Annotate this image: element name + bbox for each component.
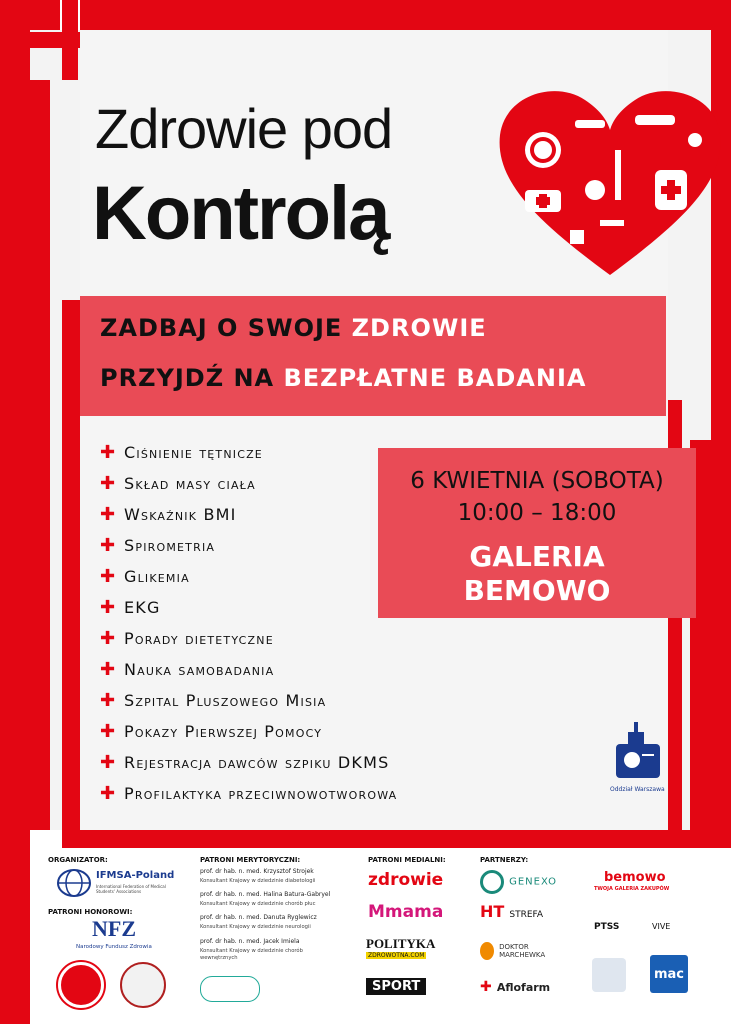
event-venue-line1: GALERIA bbox=[469, 540, 605, 573]
list-item bbox=[100, 504, 237, 528]
test-label: EKG bbox=[124, 598, 161, 617]
organizer-name: IFMSA-Poland bbox=[96, 870, 175, 881]
plus-icon: ✚ bbox=[100, 442, 117, 463]
nfz-sub: Narodowy Fundusz Zdrowia bbox=[76, 944, 152, 950]
mac-logo bbox=[650, 955, 688, 993]
ifmsa-warsaw-logo bbox=[612, 722, 664, 784]
frame-top-bar bbox=[80, 0, 731, 30]
test-label: Nauka samobadania bbox=[124, 660, 275, 679]
aflofarm-icon: ✚ bbox=[480, 979, 492, 995]
list-item bbox=[100, 535, 215, 559]
partner-doktor bbox=[480, 940, 549, 960]
ifmsa-logo bbox=[56, 868, 176, 898]
honorary-seal-2 bbox=[120, 962, 166, 1008]
plus-icon: ✚ bbox=[100, 628, 117, 649]
list-item bbox=[100, 566, 190, 590]
test-label: Spirometria bbox=[124, 536, 216, 555]
frame-corner-block bbox=[30, 0, 60, 30]
plus-icon: ✚ bbox=[100, 535, 117, 556]
plus-icon: ✚ bbox=[100, 597, 117, 618]
banner-line2-highlight: BEZPŁATNE BADANIA bbox=[283, 364, 587, 392]
merit-role-1: Konsultant Krajowy w dziedzinie diabetologii bbox=[200, 878, 316, 884]
organizer-label: ORGANIZATOR: bbox=[48, 856, 108, 864]
banner-line1-highlight: ZDROWIE bbox=[351, 314, 487, 342]
genexo-icon bbox=[480, 870, 504, 894]
mac-label: mac bbox=[653, 966, 685, 982]
partner-strefa bbox=[480, 902, 543, 921]
partner-genexo bbox=[480, 870, 557, 894]
frame-corner-stripe-h bbox=[0, 32, 80, 48]
merit-name-2: prof. dr hab. n. med. Halina Batura-Gabryel bbox=[200, 891, 331, 898]
plus-icon: ✚ bbox=[100, 566, 117, 587]
doktor-label: DOKTOR MARCHEWKA bbox=[499, 942, 546, 959]
media-mama-text: mama bbox=[384, 902, 444, 922]
partners-label: PARTNERZY: bbox=[480, 856, 529, 864]
media-logo-sport: SPORT bbox=[366, 978, 426, 995]
media-logo-polityka: POLITYKA bbox=[366, 936, 436, 951]
event-info-box bbox=[378, 448, 696, 618]
frame-bottom-bar bbox=[62, 830, 731, 848]
list-item bbox=[100, 752, 389, 776]
globe-icon bbox=[56, 868, 92, 898]
media-logo-zdrowie: zdrowie bbox=[368, 870, 444, 890]
list-item bbox=[100, 721, 322, 745]
plus-icon: ✚ bbox=[100, 473, 117, 494]
plus-icon: ✚ bbox=[100, 783, 117, 804]
frame-left-red-strip bbox=[62, 300, 80, 835]
banner-line-2 bbox=[100, 364, 586, 392]
test-label: Skład masy ciała bbox=[124, 474, 256, 493]
banner-line-1 bbox=[100, 314, 487, 342]
list-item bbox=[100, 597, 161, 621]
frame-left-bar bbox=[0, 0, 30, 1024]
list-item bbox=[100, 473, 256, 497]
test-label: Szpital Pluszowego Misia bbox=[124, 691, 327, 710]
event-time: 10:00 – 18:00 bbox=[457, 500, 617, 526]
merit-role-2: Konsultant Krajowy w dziedzinie chorób płuc bbox=[200, 901, 316, 907]
aflofarm-label: Aflofarm bbox=[496, 981, 551, 994]
ptss-logo: PTSS bbox=[594, 916, 619, 932]
bemowo-logo: bemowo bbox=[604, 870, 666, 885]
merit-label: PATRONI MERYTORYCZNI: bbox=[200, 856, 301, 864]
heart-icon bbox=[495, 80, 725, 280]
list-item bbox=[100, 690, 326, 714]
genexo-label: GENEXO bbox=[509, 876, 558, 888]
plus-icon: ✚ bbox=[100, 690, 117, 711]
test-label: Ciśnienie tętnicze bbox=[124, 443, 263, 462]
test-label: Wskaźnik BMI bbox=[124, 505, 237, 524]
branch-label: Oddział Warszawa bbox=[610, 786, 665, 793]
carrot-icon bbox=[480, 942, 494, 960]
merit-name-4: prof. dr hab. n. med. Jacek Imiela bbox=[200, 938, 300, 945]
bemowo-sub: TWOJA GALERIA ZAKUPÓW bbox=[594, 886, 670, 892]
main-banner bbox=[80, 296, 666, 416]
plus-icon: ✚ bbox=[100, 752, 117, 773]
test-label: Pokazy Pierwszej Pomocy bbox=[124, 722, 323, 741]
merit-role-4: Konsultant Krajowy w dziedzinie chorób wewnętrznych bbox=[200, 948, 303, 961]
test-label: Glikemia bbox=[124, 567, 190, 586]
poster-title-line2: Kontrolą bbox=[92, 171, 389, 256]
poster-title-line1: Zdrowie pod bbox=[95, 97, 393, 160]
plus-icon: ✚ bbox=[100, 504, 117, 525]
partner-aflofarm bbox=[480, 976, 550, 995]
plus-icon: ✚ bbox=[100, 721, 117, 742]
event-venue-line2: BEMOWO bbox=[463, 574, 611, 607]
test-label: Porady dietetyczne bbox=[124, 629, 274, 648]
nfz-logo: NFZ bbox=[92, 916, 136, 941]
merit-name-1: prof. dr hab. n. med. Krzysztof Strojek bbox=[200, 868, 314, 875]
honorary-seal-1 bbox=[58, 962, 104, 1008]
frame-left-inner bbox=[30, 80, 50, 830]
round-partner-logo bbox=[592, 958, 626, 992]
event-date: 6 KWIETNIA (SOBOTA) bbox=[410, 468, 664, 494]
ht-icon: HT bbox=[480, 902, 505, 921]
list-item bbox=[100, 442, 263, 466]
media-label: PATRONI MEDIALNI: bbox=[368, 856, 446, 864]
media-polityka-sub: ZDROWOTNA.COM bbox=[368, 952, 425, 959]
merit-role-3: Konsultant Krajowy w dziedzinie neurologii bbox=[200, 924, 311, 930]
merit-name-3: prof. dr hab. n. med. Danuta Ryglewicz bbox=[200, 914, 317, 921]
plus-icon: ✚ bbox=[100, 659, 117, 680]
test-label: Rejestracja dawców szpiku DKMS bbox=[124, 753, 390, 772]
list-item bbox=[100, 628, 274, 652]
vive-logo: VIVE bbox=[652, 922, 671, 931]
banner-line2-prefix: PRZYJDŹ NA bbox=[100, 364, 284, 392]
foundation-logo bbox=[200, 976, 260, 1002]
media-logo-mama: Mmama bbox=[368, 902, 444, 922]
honorary-label: PATRONI HONOROWI: bbox=[48, 908, 133, 916]
test-label: Profilaktyka przeciwnowotworowa bbox=[124, 784, 398, 803]
list-item bbox=[100, 783, 397, 807]
list-item bbox=[100, 659, 274, 683]
organizer-sub: International Federation of Medical Students' Associations bbox=[96, 884, 166, 894]
strefa-label: STREFA bbox=[509, 910, 544, 920]
banner-line1-prefix: ZADBAJ O SWOJE bbox=[100, 314, 352, 342]
